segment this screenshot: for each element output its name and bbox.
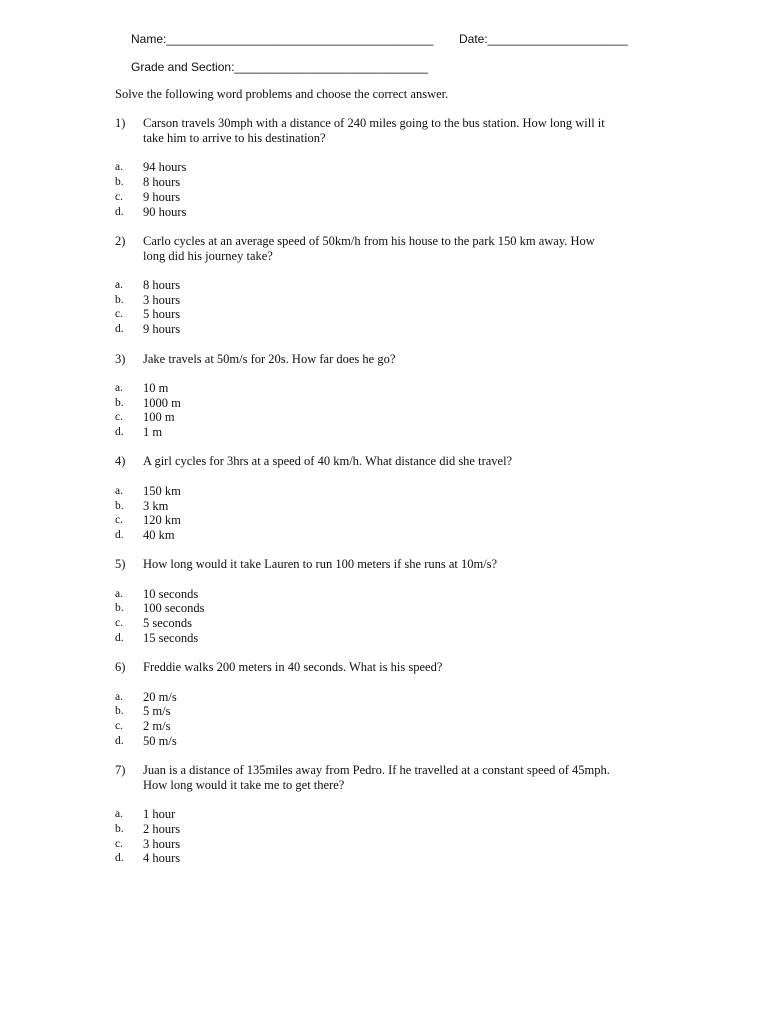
option-text: 1 m [143, 425, 163, 440]
answer-option[interactable] [115, 160, 675, 175]
option-letter: c. [115, 411, 123, 424]
option-text: 90 hours [143, 204, 187, 219]
answer-option[interactable] [115, 837, 675, 852]
question-row [115, 454, 675, 469]
answer-option[interactable] [115, 396, 675, 411]
answer-option[interactable] [115, 293, 675, 308]
option-letter: a. [115, 690, 123, 703]
question-row [115, 763, 675, 792]
option-letter: c. [115, 837, 123, 850]
option-letter: d. [115, 426, 124, 439]
question-row [115, 116, 675, 145]
option-text: 9 hours [143, 322, 181, 337]
answer-option[interactable] [115, 322, 675, 337]
answer-option[interactable] [115, 410, 675, 425]
option-letter: d. [115, 734, 124, 747]
option-letter: c. [115, 720, 123, 733]
answer-options [115, 381, 675, 440]
answer-options [115, 484, 675, 543]
question-number: 4) [115, 454, 126, 469]
option-letter: a. [115, 587, 123, 600]
option-text: 15 seconds [143, 630, 199, 645]
answer-option[interactable] [115, 734, 675, 749]
answer-option[interactable] [115, 822, 675, 837]
option-text: 100 m [143, 410, 175, 425]
question-row [115, 234, 675, 263]
answer-option[interactable] [115, 601, 675, 616]
question-text: Freddie walks 200 meters in 40 seconds. What is his speed? [143, 660, 443, 675]
option-text: 3 hours [143, 836, 181, 851]
question-7 [115, 763, 675, 866]
question-text: Carlo cycles at an average speed of 50km/h from his house to the park 150 km away. How long did his journey take? [143, 233, 595, 263]
option-text: 150 km [143, 483, 181, 498]
option-letter: c. [115, 514, 123, 527]
date-field-line[interactable]: Date:_____________________ [459, 32, 628, 46]
option-text: 5 m/s [143, 704, 171, 719]
option-text: 40 km [143, 527, 175, 542]
question-text: A girl cycles for 3hrs at a speed of 40 km/h. What distance did she travel? [143, 454, 513, 469]
answer-option[interactable] [115, 175, 675, 190]
option-text: 1 hour [143, 807, 176, 822]
option-letter: d. [115, 631, 124, 644]
option-letter: b. [115, 293, 124, 306]
option-text: 10 m [143, 380, 169, 395]
question-number: 1) [115, 116, 126, 131]
answer-option[interactable] [115, 307, 675, 322]
question-row [115, 352, 675, 367]
question-text: Jake travels at 50m/s for 20s. How far does he go? [143, 351, 396, 366]
option-text: 5 hours [143, 307, 181, 322]
option-letter: c. [115, 308, 123, 321]
option-letter: c. [115, 617, 123, 630]
answer-option[interactable] [115, 690, 675, 705]
option-letter: b. [115, 396, 124, 409]
question-number: 7) [115, 763, 126, 778]
answer-option[interactable] [115, 484, 675, 499]
answer-option[interactable] [115, 513, 675, 528]
option-letter: b. [115, 176, 124, 189]
option-letter: a. [115, 808, 123, 821]
question-text: Carson travels 30mph with a distance of 240 miles going to the bus station. How long will it take him to arrive to his destination? [143, 116, 605, 146]
question-6 [115, 660, 675, 748]
option-text: 20 m/s [143, 689, 177, 704]
option-letter: b. [115, 705, 124, 718]
option-text: 10 seconds [143, 586, 199, 601]
answer-option[interactable] [115, 587, 675, 602]
option-letter: a. [115, 279, 123, 292]
answer-options [115, 587, 675, 646]
instructions: Solve the following word problems and choose the correct answer. [115, 87, 449, 101]
option-letter: a. [115, 381, 123, 394]
answer-options [115, 278, 675, 337]
answer-option[interactable] [115, 528, 675, 543]
option-letter: a. [115, 484, 123, 497]
option-text: 8 hours [143, 175, 181, 190]
option-text: 1000 m [143, 395, 181, 410]
question-text: Juan is a distance of 135miles away from Pedro. If he travelled at a constant speed of 45mph. How long would it take me to get there? [143, 763, 610, 792]
answer-option[interactable] [115, 190, 675, 205]
option-text: 50 m/s [143, 733, 177, 748]
option-text: 9 hours [143, 189, 181, 204]
worksheet-body [115, 87, 675, 881]
question-number: 5) [115, 557, 126, 572]
answer-option[interactable] [115, 381, 675, 396]
answer-option[interactable] [115, 704, 675, 719]
answer-option[interactable] [115, 631, 675, 646]
question-text: How long would it take Lauren to run 100 meters if she runs at 10m/s? [143, 557, 498, 572]
option-letter: d. [115, 205, 124, 218]
answer-option[interactable] [115, 205, 675, 220]
question-row [115, 660, 675, 675]
answer-option[interactable] [115, 616, 675, 631]
grade-section-field-line[interactable]: Grade and Section:_____________________________ [131, 60, 428, 74]
option-letter: c. [115, 190, 123, 203]
question-row [115, 557, 675, 572]
question-1 [115, 116, 675, 219]
answer-option[interactable] [115, 425, 675, 440]
answer-option[interactable] [115, 499, 675, 514]
option-letter: d. [115, 528, 124, 541]
option-text: 5 seconds [143, 616, 192, 631]
option-text: 3 hours [143, 292, 181, 307]
option-text: 3 km [143, 498, 169, 513]
option-letter: a. [115, 161, 123, 174]
option-text: 94 hours [143, 160, 187, 175]
answer-option[interactable] [115, 851, 675, 866]
question-number: 3) [115, 351, 126, 366]
question-number: 6) [115, 660, 126, 675]
option-letter: d. [115, 852, 124, 865]
question-3 [115, 352, 675, 440]
option-text: 120 km [143, 513, 181, 528]
answer-options [115, 160, 675, 219]
option-letter: d. [115, 323, 124, 336]
option-text: 8 hours [143, 278, 181, 293]
question-list [115, 116, 675, 866]
option-text: 100 seconds [143, 601, 205, 616]
answer-options [115, 807, 675, 866]
answer-option[interactable] [115, 719, 675, 734]
option-letter: b. [115, 822, 124, 835]
question-5 [115, 557, 675, 645]
question-4 [115, 454, 675, 542]
answer-options [115, 690, 675, 749]
name-field-line[interactable]: Name:________________________________________ [131, 32, 434, 46]
option-text: 2 hours [143, 821, 181, 836]
question-number: 2) [115, 233, 126, 248]
answer-option[interactable] [115, 278, 675, 293]
question-2 [115, 234, 675, 337]
option-letter: b. [115, 602, 124, 615]
option-text: 4 hours [143, 851, 181, 866]
answer-option[interactable] [115, 807, 675, 822]
option-letter: b. [115, 499, 124, 512]
option-text: 2 m/s [143, 719, 171, 734]
